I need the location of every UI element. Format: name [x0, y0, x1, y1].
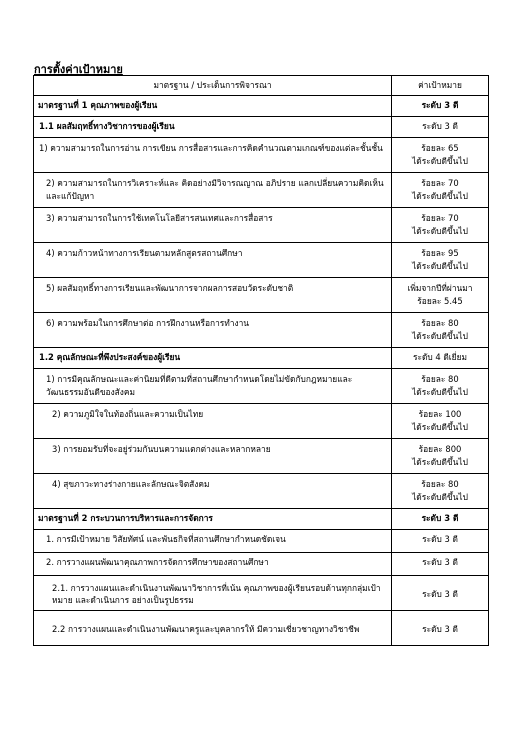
table-row: [34, 138, 489, 173]
table-row: [34, 576, 489, 611]
table-row: [34, 439, 489, 474]
criterion-cell: มาตรฐานที่ 2 กระบวนการบริหารและการจัดการ: [34, 509, 392, 530]
table-row-section-1-1: [34, 117, 489, 138]
table-header-row: [34, 76, 489, 96]
target-line-2: ได้ระดับดีขึ้นไป: [412, 330, 468, 341]
target-cell: [392, 404, 489, 439]
target-line-1: ร้อยละ 70: [421, 178, 459, 188]
criterion-cell: 1) ความสามารถในการอ่าน การเขียน การสื่อสารและการคิดคำนวณตามเกณฑ์ของแต่ละชั้นชั้น: [34, 138, 392, 173]
table-row-section-1-2: [34, 348, 489, 369]
target-cell: [392, 138, 489, 173]
table-row: [34, 369, 489, 404]
criterion-cell: 1) การมีคุณลักษณะและค่านิยมที่ดีตามที่สถานศึกษากำหนดโดยไม่ขัดกับกฎหมายและวัฒนธรรมอันดีของสังคม: [34, 369, 392, 404]
target-line-1: ร้อยละ 80: [421, 479, 459, 489]
target-cell: [392, 243, 489, 278]
criterion-cell: 2. การวางแผนพัฒนาคุณภาพการจัดการศึกษาของสถานศึกษา: [34, 553, 392, 576]
target-cell: [392, 439, 489, 474]
target-table: [33, 75, 489, 646]
target-cell: ระดับ 3 ดี: [392, 553, 489, 576]
target-cell: [392, 369, 489, 404]
target-line-2: ได้ระดับดีขึ้นไป: [412, 421, 468, 432]
criterion-cell: 2) ความสามารถในการวิเคราะห์และ คิดอย่างมีวิจารณญาณ อภิปราย แลกเปลี่ยนความคิดเห็นและแก้ปัญหา: [34, 173, 392, 208]
target-cell: [392, 278, 489, 313]
target-cell: ระดับ 3 ดี: [392, 509, 489, 530]
target-line-2: ได้ระดับดีขึ้นไป: [412, 260, 468, 271]
target-cell: [392, 208, 489, 243]
criterion-cell: 1. การมีเป้าหมาย วิสัยทัศน์ และพันธกิจที่สถานศึกษากำหนดชัดเจน: [34, 530, 392, 553]
criterion-cell: 2.2 การวางแผนและดำเนินงานพัฒนาครูและบุคลากรให้ มีความเชี่ยวชาญทางวิชาชีพ: [34, 611, 392, 646]
target-line-2: ได้ระดับดีขึ้นไป: [412, 491, 468, 502]
criterion-cell: มาตรฐานที่ 1 คุณภาพของผู้เรียน: [34, 96, 392, 117]
target-line-1: ร้อยละ 65: [421, 143, 459, 153]
table-row: [34, 208, 489, 243]
target-cell: ระดับ 4 ดีเยี่ยม: [392, 348, 489, 369]
target-line-1: ร้อยละ 95: [421, 248, 459, 258]
criterion-cell: 2.1. การวางแผนและดำเนินงานพัฒนาวิชาการที่เน้น คุณภาพของผู้เรียนรอบด้านทุกกลุ่มเป้าหมาย และดำเนินการ อย่างเป็นรูปธรรม: [34, 576, 392, 611]
target-line-1: ร้อยละ 70: [421, 213, 459, 223]
target-cell: ระดับ 3 ดี: [392, 576, 489, 611]
target-line-1: ร้อยละ 80: [421, 318, 459, 328]
target-line-1: ร้อยละ 80: [421, 374, 459, 384]
target-line-1: ร้อยละ 100: [418, 409, 462, 419]
target-line-1: เพิ่มจากปีที่ผ่านมา: [407, 283, 473, 293]
criterion-cell: 3) ความสามารถในการใช้เทคโนโลยีสารสนเทศและการสื่อสาร: [34, 208, 392, 243]
header-criteria: มาตรฐาน / ประเด็นการพิจารณา: [34, 76, 392, 96]
table-row: [34, 404, 489, 439]
target-cell: ระดับ 3 ดี: [392, 611, 489, 646]
criterion-cell: 3) การยอมรับที่จะอยู่ร่วมกันบนความแตกต่างและหลากหลาย: [34, 439, 392, 474]
target-cell: [392, 474, 489, 509]
target-cell: ระดับ 3 ดี: [392, 96, 489, 117]
table-row: [34, 278, 489, 313]
table-row-standard-2: [34, 509, 489, 530]
table-row: [34, 530, 489, 553]
target-line-1: ร้อยละ 800: [418, 444, 462, 454]
criterion-cell: 5) ผลสัมฤทธิ์ทางการเรียนและพัฒนาการจากผลการสอบวัดระดับชาติ: [34, 278, 392, 313]
target-cell: ระดับ 3 ดี: [392, 117, 489, 138]
criterion-cell: 2) ความภูมิใจในท้องถิ่นและความเป็นไทย: [34, 404, 392, 439]
target-cell: [392, 173, 489, 208]
criterion-cell: 6) ความพร้อมในการศึกษาต่อ การฝึกงานหรือการทำงาน: [34, 313, 392, 348]
criterion-cell: 1.2 คุณลักษณะที่พึงประสงค์ของผู้เรียน: [34, 348, 392, 369]
section-title: การตั้งค่าเป้าหมาย: [34, 63, 123, 76]
table-row: [34, 313, 489, 348]
target-line-2: ได้ระดับดีขึ้นไป: [412, 155, 468, 166]
table-row: [34, 553, 489, 576]
table-row: [34, 611, 489, 646]
target-line-2: ได้ระดับดีขึ้นไป: [412, 386, 468, 397]
target-line-2: ร้อยละ 5.45: [417, 295, 463, 306]
table-row: [34, 243, 489, 278]
target-cell: ระดับ 3 ดี: [392, 530, 489, 553]
table-row: [34, 474, 489, 509]
criterion-cell: 4) สุขภาวะทางร่างกายและลักษณะจิตสังคม: [34, 474, 392, 509]
table-row-standard-1: [34, 96, 489, 117]
header-target: ค่าเป้าหมาย: [392, 76, 489, 96]
criterion-cell: 4) ความก้าวหน้าทางการเรียนตามหลักสูตรสถานศึกษา: [34, 243, 392, 278]
target-line-2: ได้ระดับดีขึ้นไป: [412, 225, 468, 236]
target-line-2: ได้ระดับดีขึ้นไป: [412, 190, 468, 201]
criterion-cell: 1.1 ผลสัมฤทธิ์ทางวิชาการของผู้เรียน: [34, 117, 392, 138]
target-cell: [392, 313, 489, 348]
target-line-2: ได้ระดับดีขึ้นไป: [412, 456, 468, 467]
table-row: [34, 173, 489, 208]
